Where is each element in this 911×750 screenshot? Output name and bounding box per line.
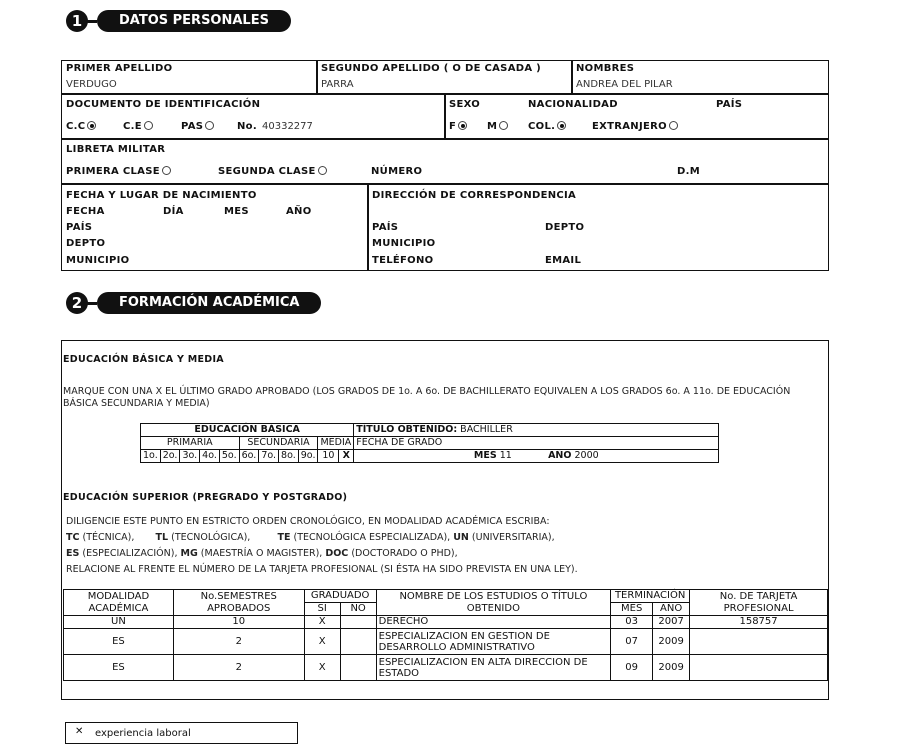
cell-tarjeta[interactable]: 158757 [690, 616, 828, 629]
cell-no[interactable] [340, 616, 376, 629]
grado-cell[interactable]: 1o. [141, 450, 161, 463]
pais-label: PAÍS [716, 99, 743, 110]
doc-cc-radio[interactable] [87, 121, 96, 130]
sexo-f-radio[interactable] [458, 121, 467, 130]
sexo-f-option[interactable] [449, 121, 467, 132]
primera-clase-option[interactable] [66, 166, 171, 177]
basica-instruction: MARQUE CON UNA X EL ÚLTIMO GRADO APROBADO (LOS GRADOS DE 1o. A 6o. DE BACHILLERATO EQUIVALEN A LOS GRADOS 6o. A 11o. DE EDUCACIÓN BÁSICA SECUNDARIA Y MEDIA) [63, 386, 791, 409]
anio-label: AÑO [286, 206, 312, 217]
cell-modalidad[interactable]: ES [64, 655, 174, 681]
mg-code: MG [180, 548, 198, 559]
cell-mes[interactable]: 07 [611, 629, 653, 655]
primer-apellido-label: PRIMER APELLIDO [66, 63, 173, 74]
te-text: (TECNOLÓGICA ESPECIALIZADA), [293, 532, 451, 543]
superior-line4: RELACIONE AL FRENTE EL NÚMERO DE LA TARJETA PROFESIONAL (SI ÉSTA HA SIDO PREVISTA EN UNA LEY). [66, 564, 578, 575]
cell-anio[interactable]: 2009 [653, 655, 690, 681]
sexo-f-label: F [449, 121, 457, 132]
un-text: (UNIVERSITARIA), [471, 532, 555, 543]
municipio-corr-label: MUNICIPIO [372, 238, 436, 249]
doc-ce-radio[interactable] [144, 121, 153, 130]
col-radio[interactable] [557, 121, 566, 130]
titulo-cell [354, 424, 719, 437]
primera-clase-radio[interactable] [162, 166, 171, 175]
cell-si[interactable]: X [304, 629, 340, 655]
doc-pas-option[interactable] [181, 121, 214, 132]
depto-corr-label: DEPTO [545, 222, 585, 233]
table-row [64, 616, 828, 629]
col-graduado: GRADUADO [304, 590, 376, 603]
fecha-grado-cell [354, 450, 719, 463]
doc-number-label: No. [237, 121, 257, 132]
tc-code: TC [66, 532, 80, 543]
extranjero-radio[interactable] [669, 121, 678, 130]
grado-anio-value[interactable]: 2000 [574, 450, 599, 461]
tc-text: (TÉCNICA), [82, 532, 135, 543]
table-row [64, 655, 828, 681]
doc-ce-option[interactable] [123, 121, 153, 132]
depto-nac-label: DEPTO [66, 238, 106, 249]
cell-no[interactable] [340, 655, 376, 681]
cell-si[interactable]: X [304, 616, 340, 629]
tl-code: TL [155, 532, 169, 543]
cell-modalidad[interactable]: UN [64, 616, 174, 629]
experiencia-label: experiencia laboral [95, 728, 191, 739]
segundo-apellido-label: SEGUNDO APELLIDO ( O DE CASADA ) [321, 63, 542, 74]
fecha-label: FECHA [66, 206, 105, 217]
grado-cell[interactable]: 7o. [259, 450, 279, 463]
sexo-m-option[interactable] [487, 121, 508, 132]
segunda-clase-option[interactable] [218, 166, 327, 177]
cell-mes[interactable]: 03 [611, 616, 653, 629]
cell-tarjeta[interactable] [690, 655, 828, 681]
doc-code: DOC [325, 548, 349, 559]
primaria-label: PRIMARIA [141, 437, 240, 450]
doc-ce-label: C.E [123, 121, 142, 132]
grado-anio-label: AÑO [548, 450, 572, 461]
grado-cell[interactable]: 3o. [180, 450, 200, 463]
section1-connector [87, 20, 97, 23]
email-label: EMAIL [545, 255, 582, 266]
cell-tarjeta[interactable] [690, 629, 828, 655]
pais-nac-label: PAÍS [66, 222, 93, 233]
libreta-label: LIBRETA MILITAR [66, 144, 166, 155]
col-label: COL. [528, 121, 556, 132]
cell-no[interactable] [340, 629, 376, 655]
mes-label: MES [224, 206, 249, 217]
experiencia-mark-icon: ✕ [75, 726, 84, 737]
superior-line2 [66, 532, 555, 543]
doc-text: (DOCTORADO O PHD), [351, 548, 458, 559]
doc-label: DOCUMENTO DE IDENTIFICACIÓN [66, 99, 261, 110]
grado-mes-label: MES [473, 450, 497, 461]
libreta-box [61, 139, 829, 184]
doc-number-value[interactable]: 40332277 [262, 121, 313, 132]
col-anio: AÑO [653, 603, 690, 616]
doc-pas-label: PAS [181, 121, 204, 132]
col-modalidad: MODALIDAD ACADÉMICA [64, 590, 174, 616]
col-no: NO [340, 603, 376, 616]
doc-pas-radio[interactable] [205, 121, 214, 130]
section1-title: DATOS PERSONALES [97, 10, 291, 32]
section2-title: FORMACIÓN ACADÉMICA [97, 292, 321, 314]
segundo-apellido-value[interactable]: PARRA [321, 79, 354, 90]
cell-mes[interactable]: 09 [611, 655, 653, 681]
basica-table-title: EDUCACIÓN BÁSICA [141, 424, 354, 437]
section2-number: 2 [66, 292, 88, 314]
cell-semestres[interactable]: 2 [173, 629, 304, 655]
tl-text: (TECNOLÓGICA), [171, 532, 251, 543]
grado-cell[interactable]: 9o. [298, 450, 318, 463]
nacionalidad-label: NACIONALIDAD [528, 99, 618, 110]
libreta-numero-label: NÚMERO [371, 166, 423, 177]
te-code: TE [277, 532, 291, 543]
cell-anio[interactable]: 2009 [653, 629, 690, 655]
municipio-nac-label: MUNICIPIO [66, 255, 130, 266]
grado-cell-marked[interactable]: X [339, 450, 354, 463]
grado-cell[interactable]: 4o. [200, 450, 220, 463]
grado-cell[interactable]: 6o. [239, 450, 259, 463]
grado-cell[interactable]: 2o. [160, 450, 180, 463]
section1-number: 1 [66, 10, 88, 32]
doc-cc-option[interactable] [66, 121, 96, 132]
media-label: MEDIA [318, 437, 354, 450]
secundaria-label: SECUNDARIA [239, 437, 318, 450]
superior-line1: DILIGENCIE ESTE PUNTO EN ESTRICTO ORDEN CRONOLÓGICO, EN MODALIDAD ACADÉMICA ESCRIBA: [66, 516, 550, 527]
nombres-value[interactable]: ANDREA DEL PILAR [576, 79, 673, 90]
col-nombre: NOMBRE DE LOS ESTUDIOS O TÍTULO OBTENIDO [376, 590, 611, 616]
col-terminacion: TERMINACIÓN [611, 590, 690, 603]
section2-connector [87, 302, 97, 305]
superior-line3 [66, 548, 458, 559]
es-text: (ESPECIALIZACIÓN), [82, 548, 178, 559]
primera-clase-label: PRIMERA CLASE [66, 166, 160, 177]
correspondencia-label: DIRECCIÓN DE CORRESPONDENCIA [372, 190, 577, 201]
extranjero-option[interactable] [592, 121, 678, 132]
cell-semestres[interactable]: 10 [173, 616, 304, 629]
cell-si[interactable]: X [304, 655, 340, 681]
grado-mes-value[interactable]: 11 [499, 450, 512, 461]
grado-cell[interactable]: 8o. [279, 450, 299, 463]
col-semestres: No.SEMESTRES APROBADOS [173, 590, 304, 616]
es-code: ES [66, 548, 80, 559]
extranjero-label: EXTRANJERO [592, 121, 667, 132]
grado-cell[interactable]: 10 [318, 450, 339, 463]
cell-anio[interactable]: 2007 [653, 616, 690, 629]
titulo-value[interactable]: BACHILLER [460, 424, 513, 435]
cell-modalidad[interactable]: ES [64, 629, 174, 655]
table-row [64, 629, 828, 655]
sexo-m-radio[interactable] [499, 121, 508, 130]
segunda-clase-radio[interactable] [318, 166, 327, 175]
doc-cc-label: C.C [66, 121, 86, 132]
dia-label: DÍA [163, 206, 184, 217]
superior-table [63, 589, 828, 681]
primer-apellido-value[interactable]: VERDUGO [66, 79, 117, 90]
pais-corr-label: PAÍS [372, 222, 399, 233]
superior-heading: EDUCACIÓN SUPERIOR (PREGRADO Y POSTGRADO) [63, 492, 348, 503]
sexo-m-label: M [487, 121, 498, 132]
col-mes: MES [611, 603, 653, 616]
dm-label: D.M [677, 166, 700, 177]
mg-text: (MAESTRÍA O MAGISTER), [200, 548, 323, 559]
col-si: SI [304, 603, 340, 616]
sexo-label: SEXO [449, 99, 481, 110]
grado-cell[interactable]: 5o. [219, 450, 239, 463]
nacimiento-label: FECHA Y LUGAR DE NACIMIENTO [66, 190, 257, 201]
col-tarjeta: No. DE TARJETA PROFESIONAL [690, 590, 828, 616]
un-code: UN [453, 532, 469, 543]
basica-heading: EDUCACIÓN BÁSICA Y MEDIA [63, 354, 224, 365]
cell-nombre[interactable]: DERECHO [376, 616, 611, 629]
basica-table [140, 423, 719, 463]
telefono-label: TELÉFONO [372, 255, 434, 266]
fecha-grado-label: FECHA DE GRADO [354, 437, 719, 450]
titulo-label: TÍTULO OBTENIDO: [356, 424, 458, 435]
cell-nombre[interactable]: ESPECIALIZACION EN GESTION DE DESARROLLO ADMINISTRATIVO [376, 629, 611, 655]
col-option[interactable] [528, 121, 566, 132]
nombres-label: NOMBRES [576, 63, 635, 74]
cell-nombre[interactable]: ESPECIALIZACION EN ALTA DIRECCION DE ESTADO [376, 655, 611, 681]
segunda-clase-label: SEGUNDA CLASE [218, 166, 316, 177]
cell-semestres[interactable]: 2 [173, 655, 304, 681]
